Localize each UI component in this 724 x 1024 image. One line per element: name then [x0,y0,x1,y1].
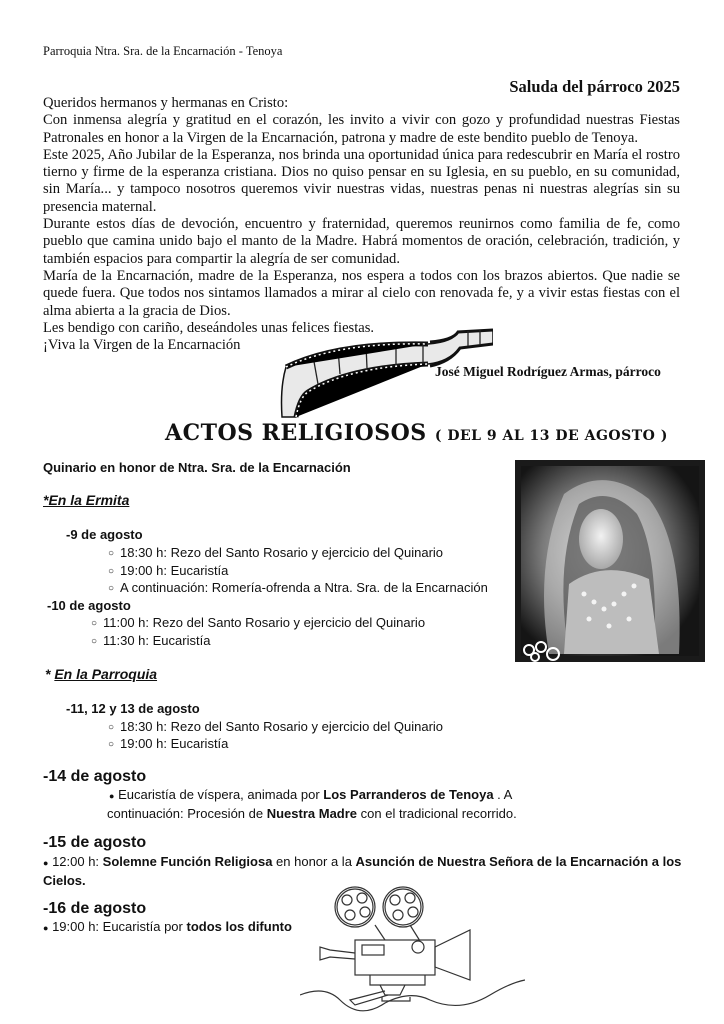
item-text: A continuación: Romería-ofrenda a Ntra. Sra. de la Encarnación [120,580,488,595]
event-15-agosto [43,853,693,889]
list-item [91,615,425,630]
bold-text: Nuestra Madre [266,806,358,821]
letter-greeting: Queridos hermanos y hermanas en Cristo: [43,95,289,111]
movie-camera-icon [300,885,525,1015]
bold-text: Asunción de Nuestra Señora de la Encarnación a los Cielos. [43,854,682,888]
bold-text: Solemne Función Religiosa [102,854,273,869]
letter-body [43,95,680,354]
item-text: 11:30 h: Eucaristía [103,633,211,648]
text: 19:00 h: Eucaristía por [52,919,187,934]
section-star: * [45,666,55,682]
letter-title: Saluda del párroco 2025 [509,77,680,96]
hollow-bullet-icon: ○ [108,583,115,594]
list-item [91,633,210,648]
hollow-bullet-icon: ○ [108,548,115,559]
hollow-bullet-icon: ○ [108,566,115,577]
parish-header: Parroquia Ntra. Sra. de la Encarnación - Tenoya [43,44,283,58]
hollow-bullet-icon: ○ [91,636,98,647]
item-text: 18:30 h: Rezo del Santo Rosario y ejercicio del Quinario [120,719,444,734]
list-item [108,545,443,560]
text: en honor a la [272,854,356,869]
list-item [108,580,488,595]
text: Eucaristía de víspera, animada por [118,787,324,802]
date-9-agosto: -9 de agosto [66,527,143,542]
list-item [108,719,443,734]
letter-paragraph: María de la Encarnación, madre de la Esperanza, nos espera a todos con los brazos abiertos. Que nadie se quede fuera. Que todos nos sintamos llamados a mirar al cielo con renovada fe, y a vivir estas fiestas con el alma abierta a la gracia de Dios. [43,267,680,319]
letter-viva: ¡Viva la Virgen de la Encarnación [43,337,241,354]
actos-title [165,420,668,446]
event-16-agosto [43,918,303,937]
item-text: 19:00 h: Eucaristía [120,563,229,578]
list-item [108,563,228,578]
solid-bullet-icon: ● [43,858,49,868]
bold-text: Los Parranderos de Tenoya [323,787,494,802]
item-text: 18:30 h: Rezo del Santo Rosario y ejercicio del Quinario [120,545,444,560]
list-item [108,736,228,751]
quinario-heading: Quinario en honor de Ntra. Sra. de la Encarnación [43,460,351,475]
letter-paragraph: Este 2025, Año Jubilar de la Esperanza, nos brinda una oportunidad única para redescubrir en María el rostro tierno y firme de la esperanza cristiana. Dios no quiso pensar en su Iglesia, en su pueblo, en su comunidad, sin María... y tampoco nosotros queremos vivir nuestras vidas, nuestras penas ni nuestras alegrías sin su presencia maternal. [43,146,680,215]
section-parroquia [45,666,157,682]
text: con el tradicional recorrido. [357,806,517,821]
bold-text: todos los difunto [186,919,292,934]
text: 12:00 h: [52,854,103,869]
letter-signature: José Miguel Rodríguez Armas, párroco [435,364,661,379]
section-parroquia-label: En la Parroquia [54,666,158,682]
date-11-13-agosto: -11, 12 y 13 de agosto [66,701,200,716]
hollow-bullet-icon: ○ [108,722,115,733]
date-15-agosto: -15 de agosto [43,834,147,851]
item-text: 11:00 h: Rezo del Santo Rosario y ejercicio del Quinario [103,615,426,630]
letter-paragraph: Con inmensa alegría y gratitud en el corazón, les invito a vivir con gozo y profundidad nuestras Fiestas Patronales en honor a la Virgen de la Encarnación, patrona y madre de este bendito pueblo de Tenoya. [43,112,680,146]
date-16-agosto: -16 de agosto [43,900,147,917]
text: . A [493,787,513,802]
actos-title-dates: ( DEL 9 AL 13 DE AGOSTO ) [434,428,668,444]
solid-bullet-icon: ● [43,923,49,933]
solid-bullet-icon: ● [109,791,115,801]
letter-paragraph: Durante estos días de devoción, encuentro y fraternidad, queremos reunirnos como familia de fe, como pueblo que camina unido bajo el manto de la Madre. Habrá momentos de oración, celebración, tradición, y también espacios para compartir la alegría de ser comunidad. [43,216,680,267]
date-14-agosto: -14 de agosto [43,768,147,785]
actos-title-main: ACTOS RELIGIOSOS [165,420,427,446]
event-14-agosto [107,786,527,822]
hollow-bullet-icon: ○ [91,618,98,629]
text: continuación: Procesión de [107,806,267,821]
letter-blessing: Les bendigo con cariño, deseándoles unas felices fiestas. [43,319,375,336]
item-text: 19:00 h: Eucaristía [120,736,229,751]
virgin-portrait-image [509,454,709,664]
hollow-bullet-icon: ○ [108,739,115,750]
date-10-agosto: -10 de agosto [47,598,131,613]
section-ermita: *En la Ermita [43,492,130,508]
